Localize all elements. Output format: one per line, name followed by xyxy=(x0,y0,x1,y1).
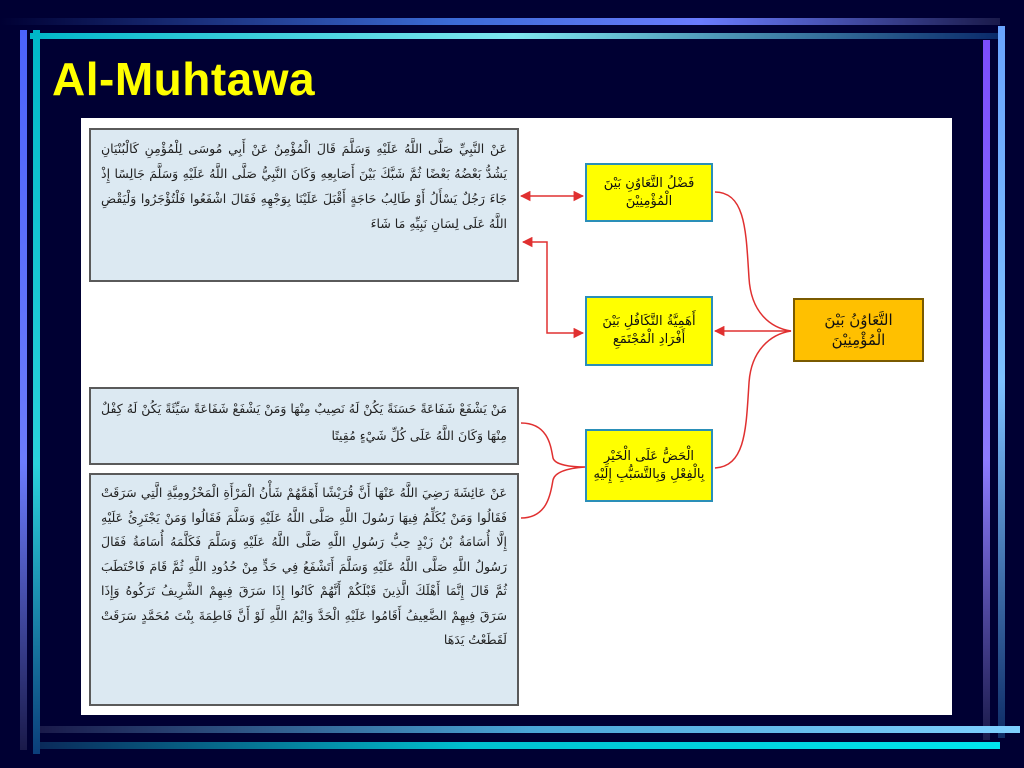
text-box-hadith-cooperation: عَنْ النَّبِيِّ صَلَّى اللَّهُ عَلَيْهِ وَسَلَّمَ قَالَ الْمُؤْمِنُ عَنْ أَبِي مُوسَى لِلْمُؤْمِنِ كَالْبُنْيَانِ يَشُدُّ بَعْضُهُ بَعْضًا ثُمَّ شَبَّكَ بَيْنَ أَصَابِعِهِ وَكَانَ النَّبِيُّ صَلَّى اللَّهُ عَلَيْهِ وَسَلَّمَ جَالِسًا إِذْ جَاءَ رَجُلٌ يَسْأَلُ أَوْ طَالِبُ حَاجَةٍ أَقْبَلَ عَلَيْنَا بِوَجْهِهِ فَقَالَ اشْفَعُوا فَلْتُؤْجَرُوا وَلْيَقْضِ اللَّهُ عَلَى لِسَانِ نَبِيِّهِ مَا شَاءَ xyxy=(89,128,519,282)
connector-brace-branch3 xyxy=(521,423,585,518)
branch-box-encouraging-good: الْحَضُّ عَلَى الْخَيْرِ بِالْفِعْلِ وَبِالتَّسَبُّبِ إِلَيْهِ xyxy=(585,429,713,502)
frame-bar-left-inner xyxy=(33,30,40,754)
frame-bar-top-inner xyxy=(30,33,998,39)
text-box-hadith-aisha: عَنْ عَائِشَةَ رَضِيَ اللَّهُ عَنْهَا أَنَّ قُرَيْشًا أَهَمَّهُمْ شَأْنُ الْمَرْأَةِ الْمَخْزُومِيَّةِ الَّتِي سَرَقَتْ فَقَالُوا وَمَنْ يُكَلِّمُ فِيهَا رَسُولَ اللَّهِ صَلَّى اللَّهُ عَلَيْهِ وَسَلَّمَ فَقَالُوا وَمَنْ يَجْتَرِئُ عَلَيْهِ إِلَّا أُسَامَةُ بْنُ زَيْدٍ حِبُّ رَسُولِ اللَّهِ صَلَّى اللَّهُ عَلَيْهِ وَسَلَّمَ فَكَلَّمَهُ أُسَامَةُ فَقَالَ رَسُولُ اللَّهِ صَلَّى اللَّهُ عَلَيْهِ وَسَلَّمَ أَتَشْفَعُ فِي حَدٍّ مِنْ حُدُودِ اللَّهِ ثُمَّ قَامَ فَاخْتَطَبَ ثُمَّ قَالَ إِنَّمَا أَهْلَكَ الَّذِينَ قَبْلَكُمْ أَنَّهُمْ كَانُوا إِذَا سَرَقَ فِيهِمْ الشَّرِيفُ تَرَكُوهُ وَإِذَا سَرَقَ فِيهِمْ الضَّعِيفُ أَقَامُوا عَلَيْهِ الْحَدَّ وَايْمُ اللَّهِ لَوْ أَنَّ فَاطِمَةَ بِنْتَ مُحَمَّدٍ سَرَقَتْ لَقَطَعْتُ يَدَهَا xyxy=(89,473,519,706)
slide-title: Al-Muhtawa xyxy=(52,53,316,105)
branch-box-importance-solidarity: أَهَمِيَّةُ التَّكَافُلِ بَيْنَ أَفْرَادِ الْمُجْتَمَعِ xyxy=(585,296,713,366)
main-node-box: التَّعَاوُنُ بَيْنَ الْمُؤْمِنِيْنَ xyxy=(793,298,924,362)
diagram-panel xyxy=(81,118,952,715)
frame-bar-bottom-lower xyxy=(40,742,1000,749)
frame-bar-bottom-upper xyxy=(40,726,1020,733)
frame-bar-left-outer xyxy=(20,30,27,750)
frame-bar-right-inner xyxy=(983,40,990,740)
frame-bar-right-outer xyxy=(998,26,1005,738)
frame-bar-top-outer xyxy=(0,18,1000,25)
connector-brace-main xyxy=(715,192,791,468)
connector-branch2-text1 xyxy=(523,242,583,333)
text-box-verse-intercession: مَنْ يَشْفَعْ شَفَاعَةً حَسَنَةً يَكُنْ لَهُ نَصِيبٌ مِنْهَا وَمَنْ يَشْفَعْ شَفَاعَةً سَيِّئَةً يَكُنْ لَهُ كِفْلٌ مِنْهَا وَكَانَ اللَّهُ عَلَى كُلِّ شَيْءٍ مُقِيتًا xyxy=(89,387,519,465)
branch-box-virtue-cooperation: فَضْلُ التَّعَاوُنِ بَيْنَ الْمُؤْمِنِيْنَ xyxy=(585,163,713,222)
